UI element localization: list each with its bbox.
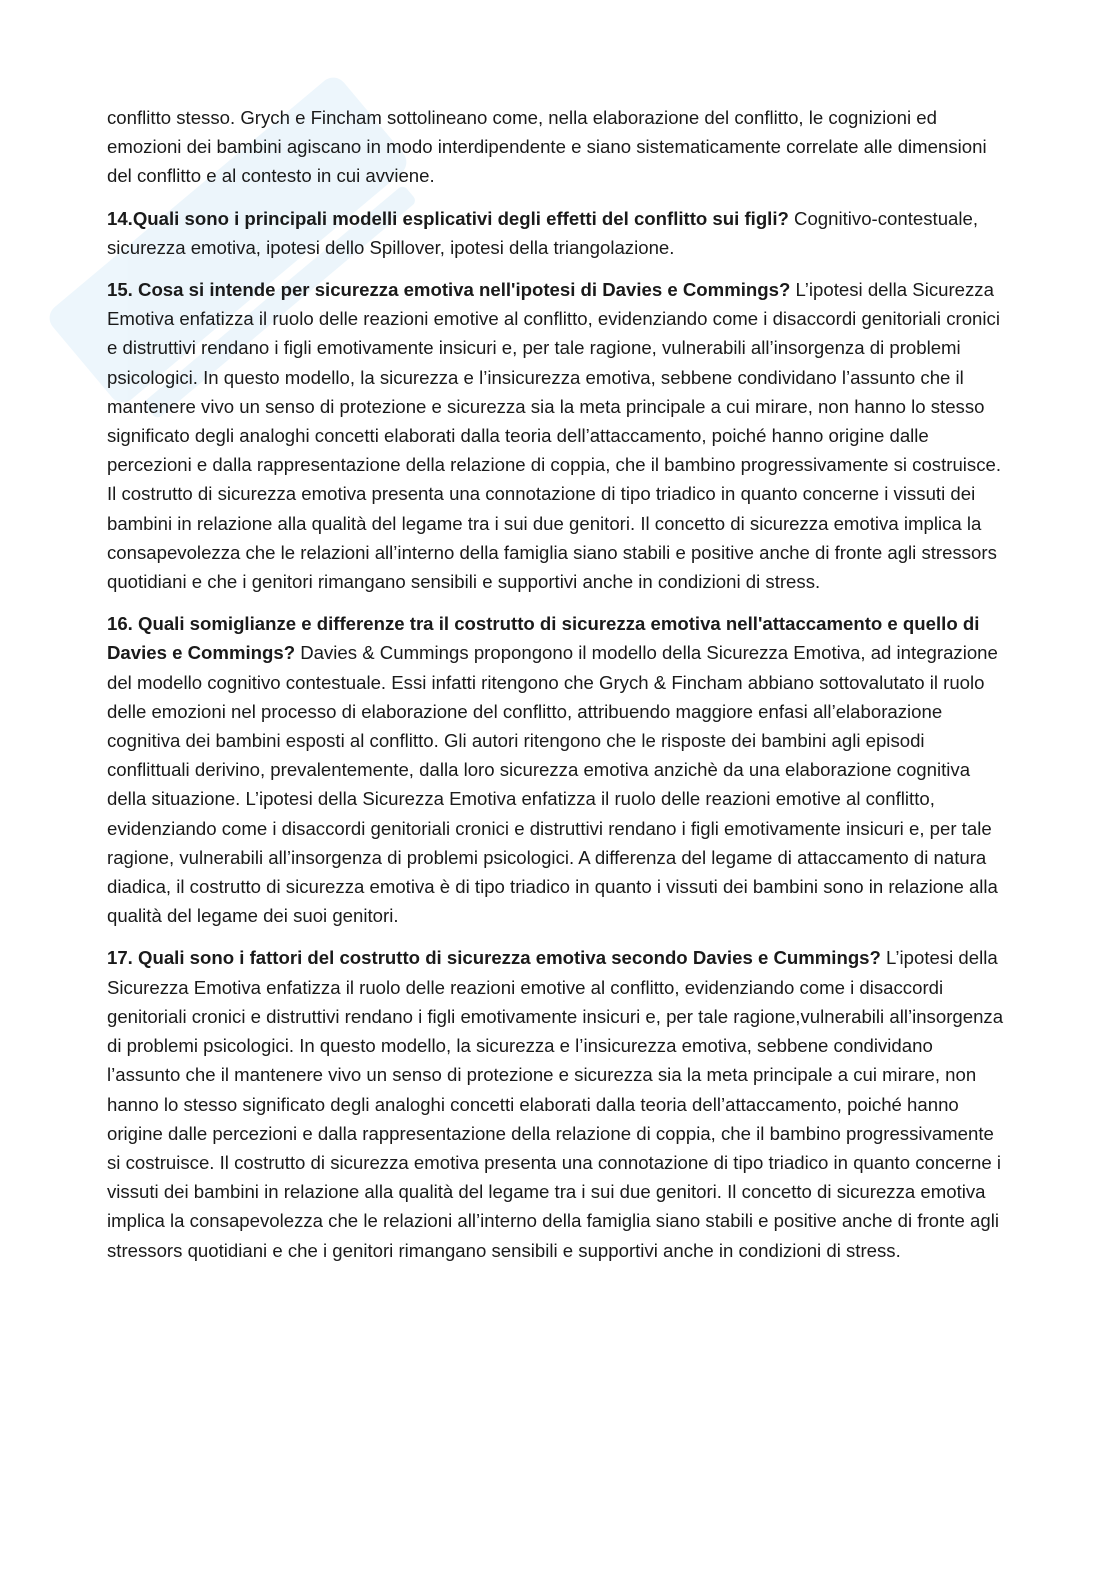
answer-text: conflitto stesso. Grych e Fincham sottolineano come, nella elaborazione del conflitto, le cognizioni ed emozioni dei bambini agiscano in modo interdipendente e siano sistematicamente correlate alle dimensioni del conflitto e al contesto in cui avviene. (107, 107, 987, 187)
question-text: 16. Quali somiglianze e differenze tra il costrutto di sicurezza emotiva nell'attaccamento e quello di Davies e Commings? (107, 613, 980, 664)
answer-text: Cognitivo-contestuale, sicurezza emotiva, ipotesi dello Spillover, ipotesi della triangolazione. (107, 207, 979, 258)
paragraph-q15 (107, 275, 1007, 596)
question-text: 17. Quali sono i fattori del costrutto di sicurezza emotiva secondo Davies e Cummings? (107, 947, 881, 969)
paragraph-intro (107, 103, 1007, 191)
answer-text: Davies & Cummings propongono il modello della Sicurezza Emotiva, ad integrazione del modello cognitivo contestuale. Essi infatti ritengono che Grych & Fincham abbiano sottovalutato il ruolo delle emozioni nel processo di elaborazione del conflitto, attribuendo maggiore enfasi all’elaborazione cognitiva dei bambini esposti al conflitto. Gli autori ritengono che le risposte dei bambini agli episodi conflittuali derivino, prevalentemente, dalla loro sicurezza emotiva anzichè da una elaborazione cognitiva della situazione. L’ipotesi della Sicurezza Emotiva enfatizza il ruolo delle reazioni emotive al conflitto, evidenziando come i disaccordi genitoriali cronici e distruttivi rendano i figli emotivamente insicuri e, per tale ragione, vulnerabili all’insorgenza di problemi psicologici. A differenza del legame di attaccamento di natura diadica, il costrutto di sicurezza emotiva è di tipo triadico in quanto i vissuti dei bambini sono in relazione alla qualità del legame dei suoi genitori. (107, 642, 998, 927)
question-text: 14.Quali sono i principali modelli esplicativi degli effetti del conflitto sui figli? (107, 207, 789, 229)
paragraph-q17 (107, 943, 1007, 1264)
document-page (107, 103, 1007, 1278)
question-text: 15. Cosa si intende per sicurezza emotiva nell'ipotesi di Davies e Commings? (107, 279, 791, 301)
paragraph-q16 (107, 609, 1007, 930)
paragraph-q14 (107, 204, 1007, 262)
answer-text: L’ipotesi della Sicurezza Emotiva enfatizza il ruolo delle reazioni emotive al conflitto, evidenziando come i disaccordi genitoriali cronici e distruttivi rendano i figli emotivamente insicuri e, per tale ragione,vulnerabili all’insorgenza di problemi psicologici. In questo modello, la sicurezza e l’insicurezza emotiva, sebbene condividano l’assunto che il mantenere vivo un senso di protezione e sicurezza sia la meta principale a cui mirare, non hanno lo stesso significato degli analoghi concetti elaborati dalla teoria dell’attaccamento, poiché hanno origine dalle percezioni e dalla rappresentazione della relazione di coppia, che il bambino progressivamente si costruisce. Il costrutto di sicurezza emotiva presenta una connotazione di tipo triadico in quanto concerne i vissuti dei bambini in relazione alla qualità del legame tra i sui due genitori. Il concetto di sicurezza emotiva implica la consapevolezza che le relazioni all’interno della famiglia siano stabili e positive anche di fronte agli stressors quotidiani e che i genitori rimangano sensibili e supportivi anche in condizioni di stress. (107, 947, 1004, 1261)
answer-text: L’ipotesi della Sicurezza Emotiva enfatizza il ruolo delle reazioni emotive al conflitto, evidenziando come i disaccordi genitoriali cronici e distruttivi rendano i figli emotivamente insicuri e, per tale ragione, vulnerabili all’insorgenza di problemi psicologici. In questo modello, la sicurezza e l’insicurezza emotiva, sebbene condividano l’assunto che il mantenere vivo un senso di protezione e sicurezza sia la meta principale a cui mirare, non hanno lo stesso significato degli analoghi concetti elaborati dalla teoria dell’attaccamento, poiché hanno origine dalle percezioni e dalla rappresentazione della relazione di coppia, che il bambino progressivamente si costruisce. Il costrutto di sicurezza emotiva presenta una connotazione di tipo triadico in quanto concerne i vissuti dei bambini in relazione alla qualità del legame tra i sui due genitori. Il concetto di sicurezza emotiva implica la consapevolezza che le relazioni all’interno della famiglia siano stabili e positive anche di fronte agli stressors quotidiani e che i genitori rimangano sensibili e supportivi anche in condizioni di stress. (107, 279, 1002, 593)
